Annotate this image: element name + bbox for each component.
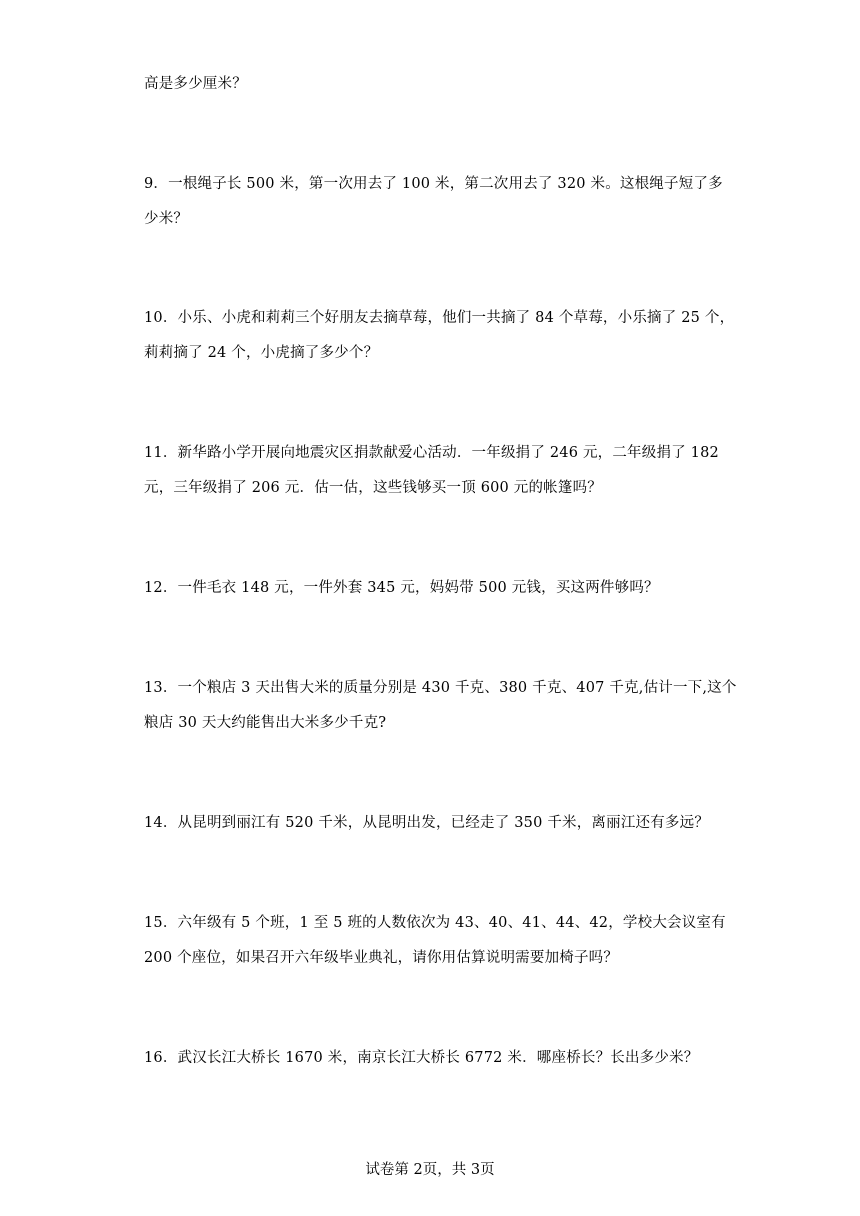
question-8-line-2: 高是多少厘米？: [144, 76, 247, 92]
page-footer: 试卷第 2页，共 3页: [365, 1162, 495, 1178]
question-11-line-1: 11．新华路小学开展向地震灾区捐款献爱心活动．一年级捐了 246 元，二年级捐了 182: [144, 445, 719, 461]
question-10-line-1: 10．小乐、小虎和莉莉三个好朋友去摘草莓，他们一共摘了 84 个草莓，小乐摘了 25 个，: [144, 310, 735, 326]
question-16-line-1: 16．武汉长江大桥长 1670 米，南京长江大桥长 6772 米．哪座桥长？长出多少米？: [144, 1050, 699, 1066]
question-9-line-1: 9．一根绳子长 500 米，第一次用去了 100 米，第二次用去了 320 米。这根绳子短了多: [144, 176, 723, 192]
question-11-line-2: 元，三年级捐了 206 元．估一估，这些钱够买一顶 600 元的帐篷吗？: [144, 480, 602, 496]
question-15-line-2: 200 个座位，如果召开六年级毕业典礼，请你用估算说明需要加椅子吗？: [144, 950, 619, 966]
question-15-line-1: 15．六年级有 5 个班，1 至 5 班的人数依次为 43、40、41、44、42，学校大会议室有: [144, 915, 726, 931]
question-13-line-1: 13．一个粮店 3 天出售大米的质量分别是 430 千克、380 千克、407 千克,估计一下,这个: [144, 680, 737, 696]
question-13-line-2: 粮店 30 天大约能售出大米多少千克?: [144, 715, 387, 731]
question-9-line-2: 少米？: [144, 211, 189, 227]
question-10-line-2: 莉莉摘了 24 个，小虎摘了多少个？: [144, 345, 379, 361]
question-14-line-1: 14．从昆明到丽江有 520 千米，从昆明出发，已经走了 350 千米，离丽江还有多远？: [144, 815, 710, 831]
question-12-line-1: 12．一件毛衣 148 元，一件外套 345 元，妈妈带 500 元钱，买这两件够吗？: [144, 580, 659, 596]
